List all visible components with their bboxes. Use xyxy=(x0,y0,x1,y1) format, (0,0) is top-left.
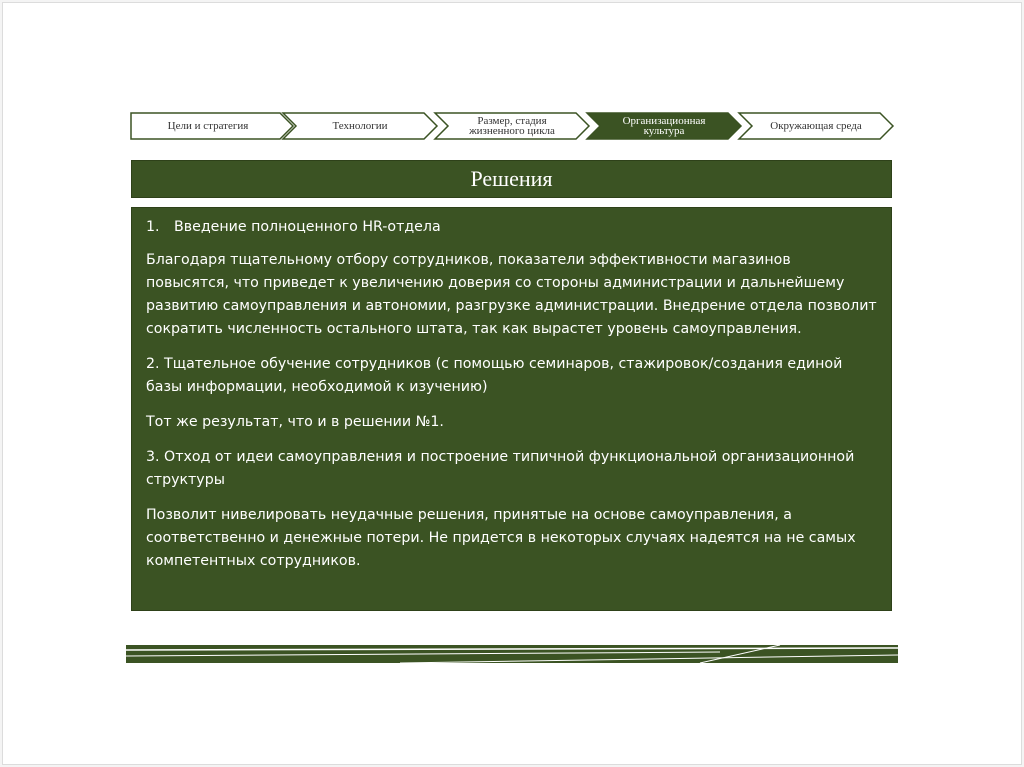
solution-2-text: Тот же результат, что и в решении №1. xyxy=(146,414,444,430)
solution-3-heading: 3. Отход от идеи самоуправления и построение типичной функциональной организационной структуры xyxy=(146,449,855,488)
solution-2-heading: 2. Тщательное обучение сотрудников (с помощью семинаров, стажировок/создания единой базы информации, необходимой к изучению) xyxy=(146,356,843,395)
solution-1-heading xyxy=(146,216,877,239)
chevron-label-1: Цели и стратегия xyxy=(167,120,249,132)
solutions-panel xyxy=(131,207,892,611)
chevron-label-4: Организационная культура xyxy=(622,115,706,137)
solution-1-title: Введение полноценного HR-отдела xyxy=(174,219,441,235)
solution-3-text: Позволит нивелировать неудачные решения, принятые на основе самоуправления, а соответственно и денежные потери. Не придется в некоторых случаях надеятся на не самых компетентных сотрудников. xyxy=(146,507,856,569)
solution-1-text: Благодаря тщательному отбору сотрудников, показатели эффективности магазинов повысятся, что приведет к увеличению доверия со стороны администрации и дальнейшему развитию самоуправления и автономии, разгрузке администрации. Внедрение отдела позволит сократить численность остального штата, так как вырастет уровень самоуправления. xyxy=(146,252,877,337)
chevron-label-2: Технологии xyxy=(332,120,388,132)
chevron-label-5: Окружающая среда xyxy=(770,120,862,132)
solution-1-number: 1. xyxy=(146,219,160,235)
section-title: Решения xyxy=(131,160,892,198)
chevron-label-3: Размер, стадия жизненного цикла xyxy=(469,115,555,137)
